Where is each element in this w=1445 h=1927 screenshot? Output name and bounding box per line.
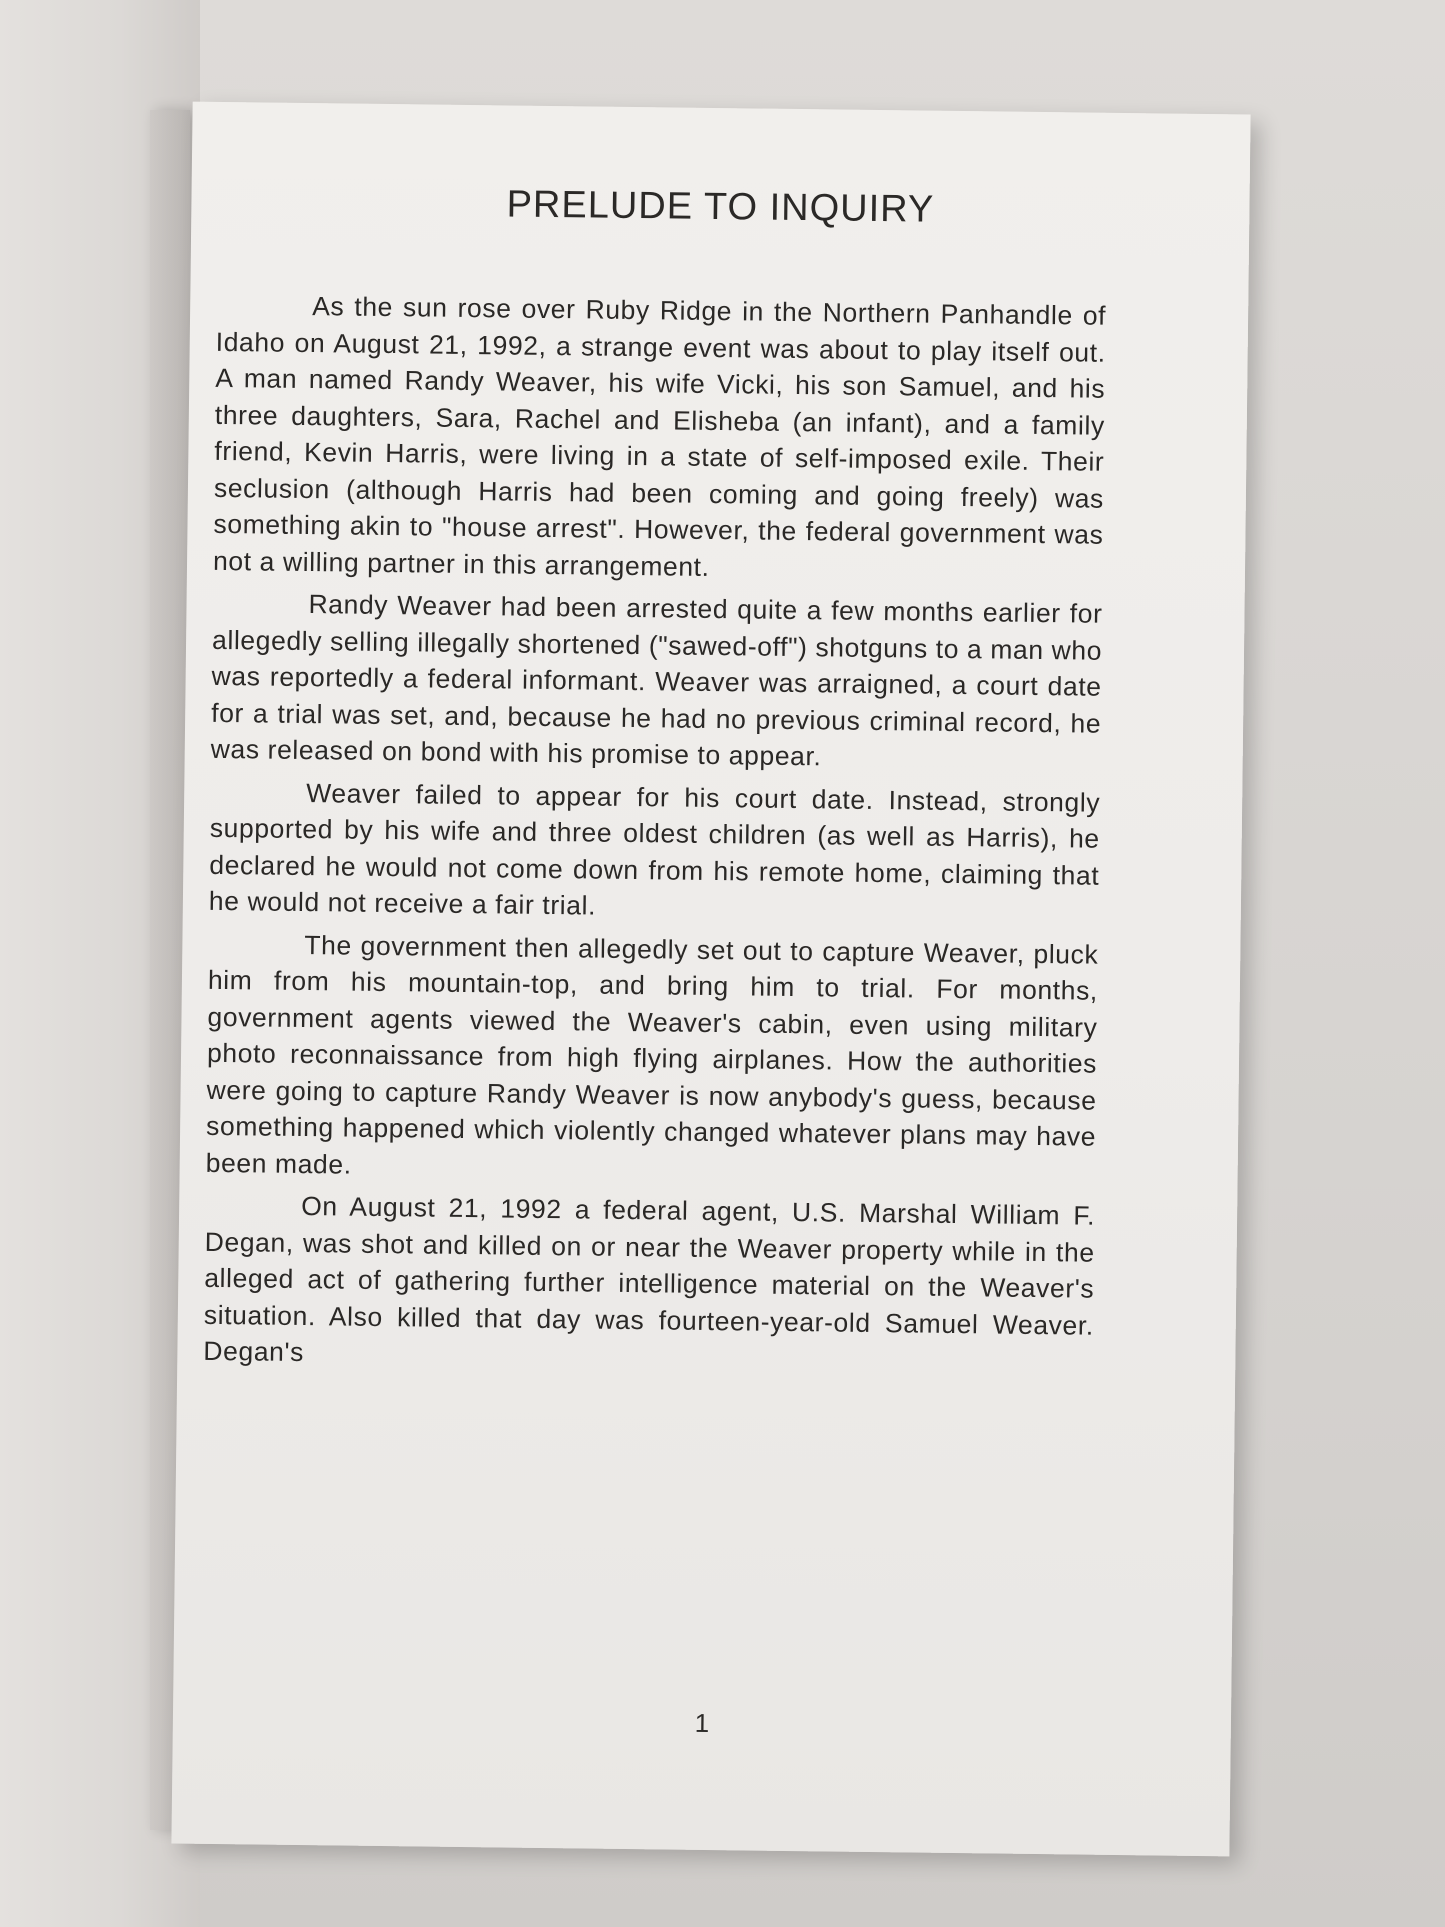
paragraph-2: Randy Weaver had been arrested quite a few months earlier for allegedly selling illegally shortened ("sawed-off") shotguns to a man who was reportedly a federal informant. Weaver was arraigned, a court date for a trial was set, and, because he had no previous criminal record, he was released on bond with his promise to appear. (210, 589, 1103, 772)
paragraph-5: On August 21, 1992 a federal agent, U.S. Marshal William F. Degan, was shot and killed on or near the Weaver property while in the alleged act of gathering further intelligence material on the Weaver's situation. Also killed that day was fourteen-year-old Samuel Weaver. Degan's (203, 1191, 1096, 1368)
body-text (203, 287, 1106, 1386)
paragraph-4: The government then allegedly set out to capture Weaver, pluck him from his mountain-top, and bring him to trial. For months, government agents viewed the Weaver's cabin, even using military photo reconnaissance from high flying airplanes. How the authorities were going to capture Randy Weaver is now anybody's guess, because something happened which violently changed whatever plans may have been made. (205, 929, 1099, 1180)
page-title: PRELUDE TO INQUIRY (506, 183, 935, 231)
book-page (171, 102, 1250, 1857)
page-number: 1 (694, 1707, 710, 1739)
paragraph-3: Weaver failed to appear for his court date. Instead, strongly supported by his wife and three oldest children (as well as Harris), he declared he would not come down from his remote home, claiming that he would not receive a fair trial. (208, 777, 1101, 921)
paragraph-1: As the sun rose over Ruby Ridge in the Northern Panhandle of Idaho on August 21, 1992, a strange event was about to play itself out. A man named Randy Weaver, his wife Vicki, his son Samuel, and his three daughters, Sara, Rachel and Elisheba (an infant), and a family friend, Kevin Harris, were living in a state of self-imposed exile. Their seclusion (although Harris had been coming and going freely) was something akin to "house arrest". However, the federal government was not a willing partner in this arrangement. (212, 291, 1107, 582)
